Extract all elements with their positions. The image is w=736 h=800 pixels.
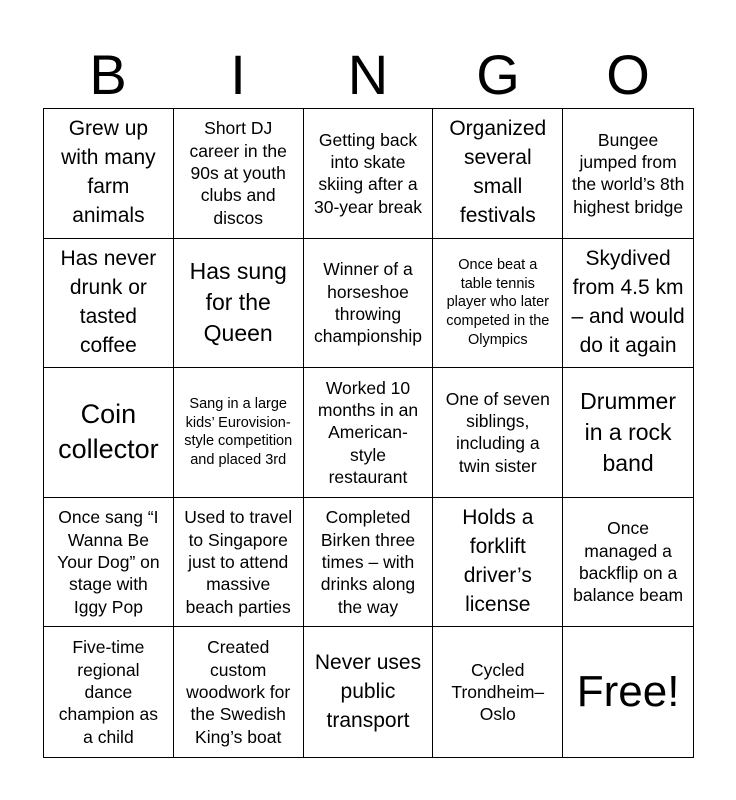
bingo-cell-r1-c5[interactable] [563,109,693,239]
bingo-cell-text: Once managed a backflip on a balance beam [573,518,684,606]
bingo-cell-r4-c1[interactable] [44,498,174,628]
bingo-cell-r5-c2[interactable] [174,627,304,757]
bingo-cell-r3-c2[interactable] [174,368,304,498]
bingo-cell-text: Winner of a horseshoe throwing championship [314,259,422,347]
bingo-cell-text: Has never drunk or tasted coffee [60,246,157,357]
bingo-cell-text: Coin collector [58,398,159,465]
bingo-header [43,42,693,108]
bingo-cell-text: Short DJ career in the 90s at youth clubs and discos [189,118,287,228]
bingo-cell-text: Holds a forklift driver’s license [462,506,534,617]
bingo-cell-text: Five-time regional dance champion as a child [58,637,159,747]
bingo-cell-r1-c2[interactable] [174,109,304,239]
header-letter-o: O [606,43,650,106]
bingo-cell-r4-c2[interactable] [174,498,304,628]
bingo-cell-text: Skydived from 4.5 km – and would do it again [571,246,685,357]
bingo-cell-free[interactable] [563,627,693,757]
bingo-cell-r1-c4[interactable] [433,109,563,239]
bingo-cell-text: Grew up with many farm animals [61,117,156,228]
free-space-label: Free! [576,667,680,716]
bingo-cell-text: Has sung for the Queen [189,258,287,347]
bingo-cell-r2-c1[interactable] [44,239,174,369]
bingo-grid [43,108,694,758]
bingo-cell-text: One of seven siblings, including a twin sister [445,388,550,476]
bingo-cell-text: Completed Birken three times – with drinks along the way [320,507,416,617]
bingo-cell-r4-c5[interactable] [563,498,693,628]
bingo-cell-text: Getting back into skate skiing after a 30-year break [314,129,422,217]
bingo-cell-r4-c4[interactable] [433,498,563,628]
bingo-cell-text: Once beat a table tennis player who later competed in the Olympics [446,256,550,349]
bingo-cell-r2-c4[interactable] [433,239,563,369]
bingo-cell-r1-c1[interactable] [44,109,174,239]
bingo-cell-text: Never uses public transport [314,650,422,732]
bingo-cell-text: Used to travel to Singapore just to attend massive beach parties [184,507,293,617]
header-letter-i: I [230,43,246,106]
bingo-cell-r5-c3[interactable] [304,627,434,757]
bingo-cell-r3-c5[interactable] [563,368,693,498]
bingo-cell-r1-c3[interactable] [304,109,434,239]
bingo-cell-r2-c3[interactable] [304,239,434,369]
bingo-cell-r4-c3[interactable] [304,498,434,628]
bingo-cell-r2-c5[interactable] [563,239,693,369]
bingo-cell-text: Sang in a large kids’ Eurovision-style competition and placed 3rd [184,395,293,469]
bingo-cell-text: Once sang “I Wanna Be Your Dog” on stage with Iggy Pop [57,507,160,617]
bingo-cell-r5-c1[interactable] [44,627,174,757]
bingo-cell-text: Bungee jumped from the world’s 8th highest bridge [571,129,685,217]
bingo-cell-r3-c3[interactable] [304,368,434,498]
bingo-cell-r5-c4[interactable] [433,627,563,757]
bingo-cell-r3-c4[interactable] [433,368,563,498]
bingo-cell-text: Worked 10 months in an American-style restaurant [317,377,419,488]
bingo-cell-text: Drummer in a rock band [580,387,677,477]
bingo-cell-text: Cycled Trondheim–Oslo [451,659,545,725]
header-letter-g: G [476,43,520,106]
header-letter-b: B [89,43,127,106]
bingo-cell-r2-c2[interactable] [174,239,304,369]
bingo-cell-r3-c1[interactable] [44,368,174,498]
header-letter-n: N [347,43,389,106]
bingo-cell-text: Created custom woodwork for the Swedish King’s boat [186,637,291,747]
bingo-cell-text: Organized several small festivals [449,117,547,228]
